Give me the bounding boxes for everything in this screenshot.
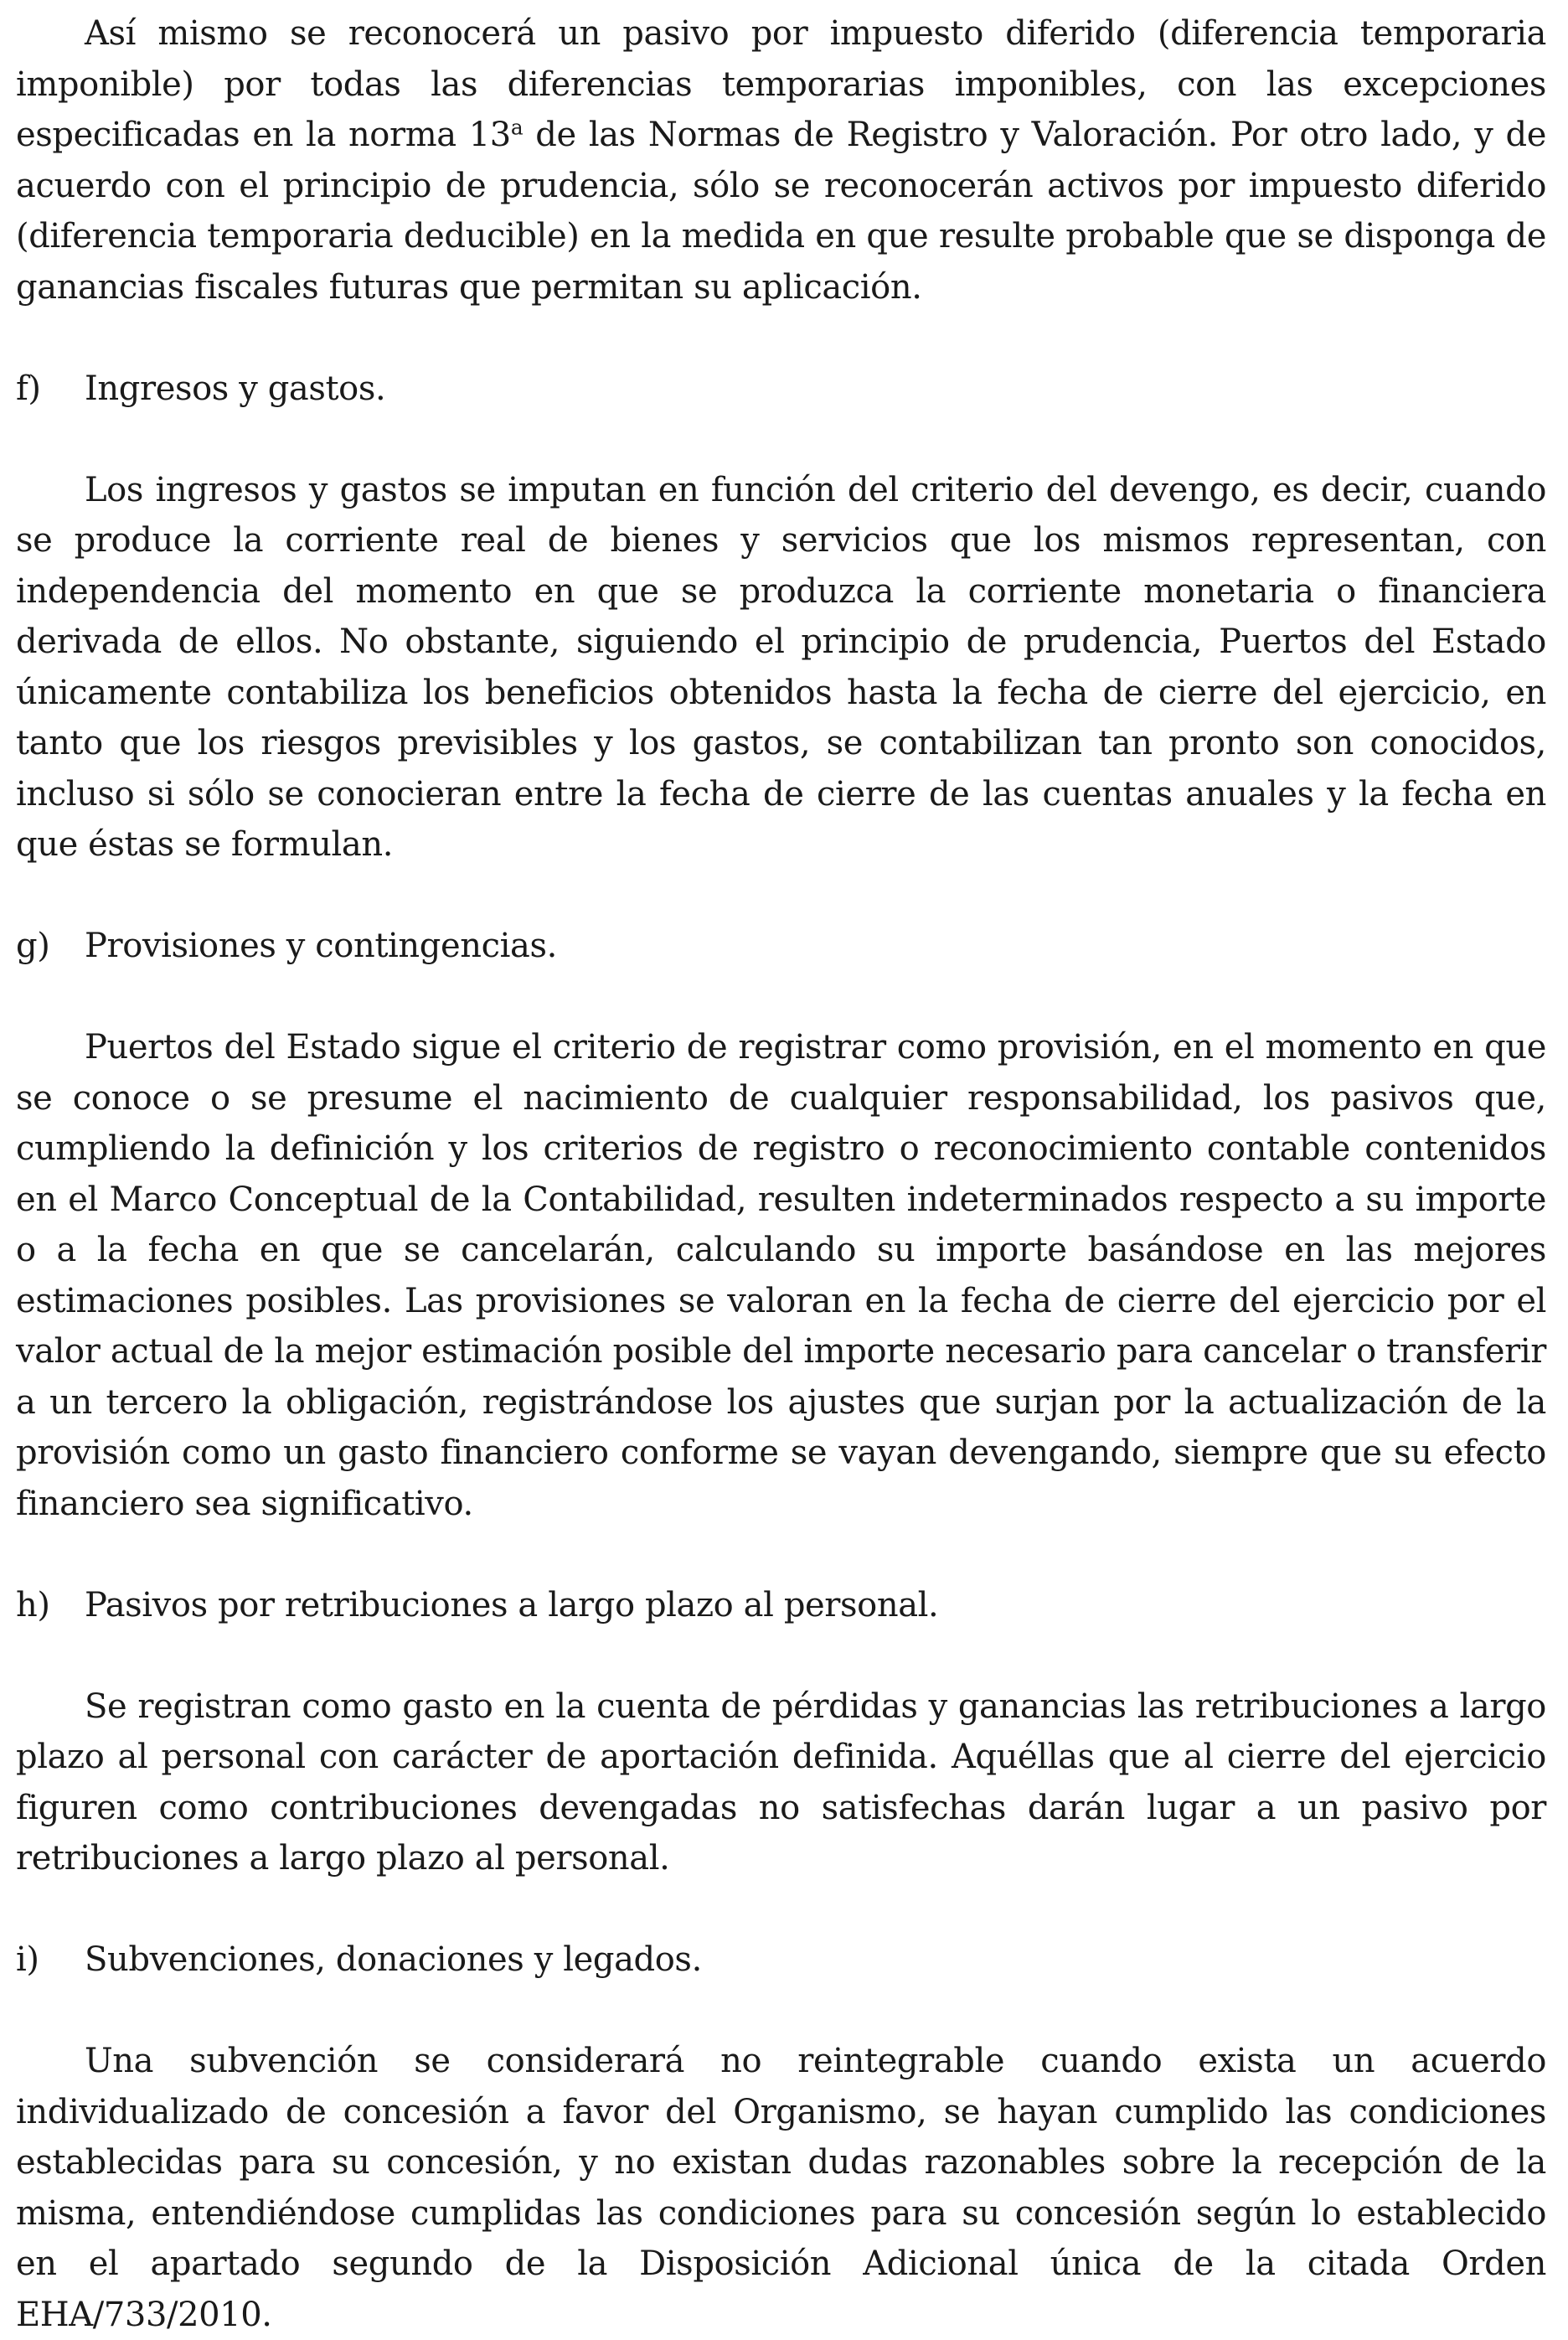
section-title: Subvenciones, donaciones y legados. xyxy=(85,1940,702,1979)
section-letter: f) xyxy=(16,369,41,408)
document-page xyxy=(16,8,1546,2340)
section-letter: i) xyxy=(16,1940,39,1979)
section-title: Pasivos por retribuciones a largo plazo al personal. xyxy=(85,1585,939,1625)
section-body-f: Los ingresos y gastos se imputan en función del criterio del devengo, es decir, cuando se produce la corriente real de bienes y servicios que los mismos representan, con independencia del momento en que se produzca la corriente monetaria o financiera derivada de ellos. No obstante, siguiendo el principio de prudencia, Puertos del Estado únicamente contabiliza los beneficios obtenidos hasta la fecha de cierre del ejercicio, en tanto que los riesgos previsibles y los gastos, se contabilizan tan pronto son conocidos, incluso si sólo se conocieran entre la fecha de cierre de las cuentas anuales y la fecha en que éstas se formulan. xyxy=(16,470,1546,864)
section-heading-h xyxy=(16,1580,1546,1631)
section-heading-g xyxy=(16,921,1546,972)
section-letter: h) xyxy=(16,1585,50,1625)
intro-paragraph xyxy=(16,8,1546,313)
section-letter: g) xyxy=(16,927,50,965)
section-body-h: Se registran como gasto en la cuenta de pérdidas y ganancias las retribuciones a largo plazo al personal con carácter de aportación definida. Aquéllas que al cierre del ejercicio figuren como contribuciones devengadas no satisfechas darán lugar a un pasivo por retribuciones a largo plazo al personal. xyxy=(16,1687,1546,1878)
ordinal-superscript: a xyxy=(510,115,524,140)
intro-text-after-sup: de las Normas de Registro y Valoración. Por otro lado, y de acuerdo con el principio de prudencia, sólo se reconocerán activos por impuesto diferido (diferencia temporaria deducible) en la medida en que resulte probable que se disponga de ganancias fiscales futuras que permitan su aplicación. xyxy=(16,116,1547,307)
section-heading-f xyxy=(16,364,1546,415)
section-body-g: Puertos del Estado sigue el criterio de registrar como provisión, en el momento en que se conoce o se presume el nacimiento de cualquier responsabilidad, los pasivos que, cumpliendo la definición y los criterios de registro o reconocimiento contable contenidos en el Marco Conceptual de la Contabilidad, resulten indeterminados respecto a su importe o a la fecha en que se cancelarán, calculando su importe basándose en las mejores estimaciones posibles. Las provisiones se valoran en la fecha de cierre del ejercicio por el valor actual de la mejor estimación posible del importe necesario para cancelar o transferir a un tercero la obligación, registrándose los ajustes que surjan por la actualización de la provisión como un gasto financiero conforme se vayan devengando, siempre que su efecto financiero sea significativo. xyxy=(16,1028,1546,1523)
section-title: Provisiones y contingencias. xyxy=(85,927,557,965)
section-body-i: Una subvención se considerará no reintegrable cuando exista un acuerdo individualizado de concesión a favor del Organismo, se hayan cumplido las condiciones establecidas para su concesión, y no existan dudas razonables sobre la recepción de la misma, entendiéndose cumplidas las condiciones para su concesión según lo establecido en el apartado segundo de la Disposición Adicional única de la citada Orden EHA/733/2010. xyxy=(16,2042,1546,2334)
section-heading-i xyxy=(16,1935,1546,1986)
intro-text-before-sup: Así mismo se reconocerá un pasivo por impuesto diferido (diferencia temporaria imponible) por todas las diferencias temporarias imponibles, con las excepciones especificadas en la norma 13 xyxy=(16,14,1546,154)
section-title: Ingresos y gastos. xyxy=(85,369,386,408)
